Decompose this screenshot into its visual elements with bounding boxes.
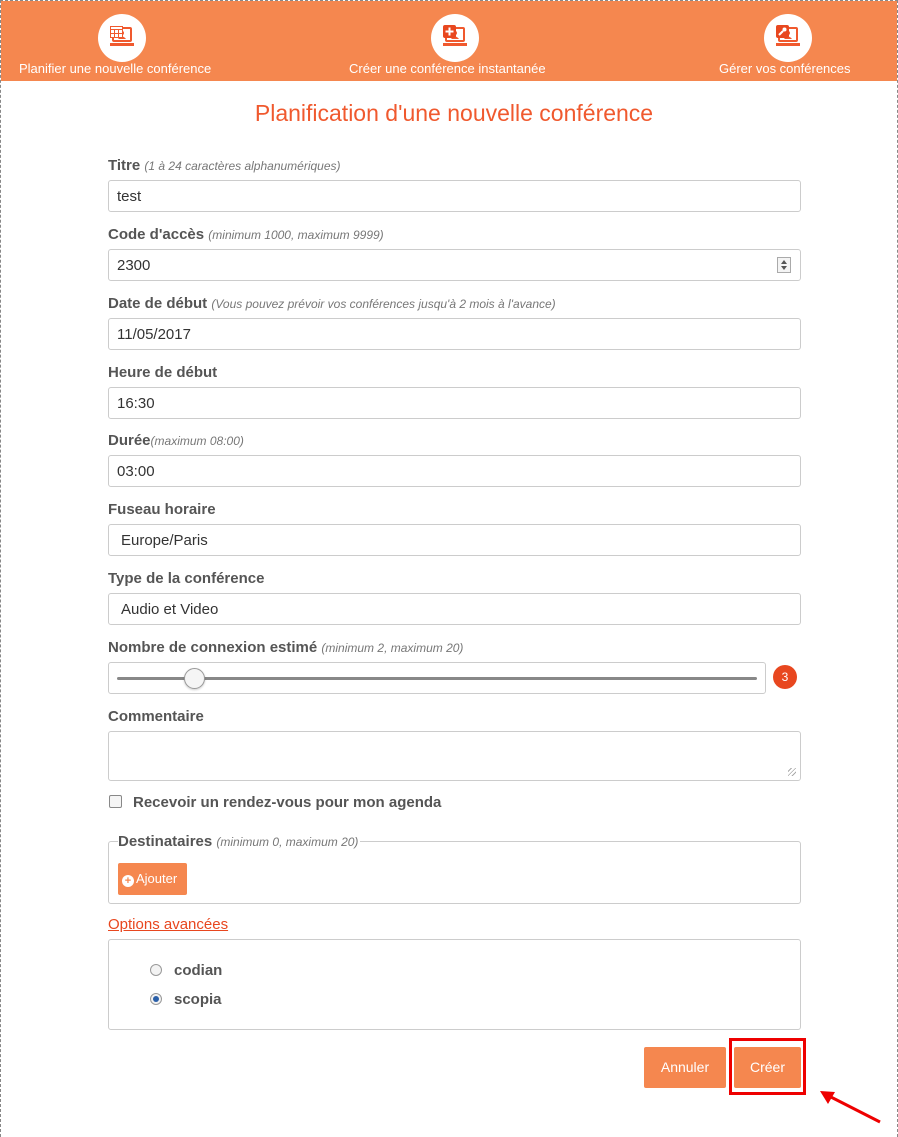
nav-instant-conference[interactable] — [347, 1, 561, 81]
add-recipient-button[interactable] — [118, 863, 187, 895]
page-title: Planification d'une nouvelle conférence — [254, 100, 654, 126]
top-nav-bar — [1, 1, 897, 81]
radio-codian-label[interactable]: codian — [174, 962, 223, 979]
start-date-label-text: Date de début — [108, 295, 208, 312]
calendar-checkbox[interactable] — [109, 795, 122, 808]
start-time-label-text: Heure de début — [108, 364, 218, 381]
duration-hint: (maximum 08:00) — [150, 434, 244, 448]
connections-label — [108, 639, 463, 656]
nav-plan-conference[interactable] — [17, 1, 227, 81]
comment-label-text: Commentaire — [108, 708, 204, 725]
recipients-label-text: Destinataires — [118, 833, 213, 850]
duration-label-text: Durée — [108, 432, 151, 449]
conf-type-label — [108, 570, 264, 587]
recipients-hint: (minimum 0, maximum 20) — [216, 835, 359, 849]
cancel-button[interactable]: Annuler — [644, 1047, 726, 1088]
comment-textarea[interactable] — [108, 731, 801, 781]
laptop-calendar-icon — [98, 14, 146, 62]
comment-label — [108, 708, 204, 725]
title-label-text: Titre — [108, 157, 141, 174]
start-date-input[interactable]: 11/05/2017 — [108, 318, 801, 350]
title-label — [108, 157, 341, 174]
nav-manage-label: Gérer vos conférences — [719, 61, 851, 76]
start-date-label — [108, 295, 556, 312]
conf-type-select[interactable]: Audio et Video — [108, 593, 801, 625]
conf-type-label-text: Type de la conférence — [108, 570, 265, 587]
title-input[interactable]: test — [108, 180, 801, 212]
start-date-hint: (Vous pouvez prévoir vos conférences jusqu'à 2 mois à l'avance) — [211, 297, 556, 311]
radio-scopia[interactable] — [150, 993, 162, 1005]
radio-scopia-label[interactable]: scopia — [174, 991, 222, 1008]
start-time-input[interactable]: 16:30 — [108, 387, 801, 419]
create-button[interactable]: Créer — [734, 1047, 801, 1088]
add-recipient-label: Ajouter — [136, 871, 178, 886]
calendar-checkbox-label[interactable]: Recevoir un rendez-vous pour mon agenda — [133, 794, 442, 811]
resize-grip-icon[interactable] — [788, 768, 796, 776]
create-button-highlight — [729, 1038, 806, 1095]
slider-handle[interactable] — [184, 668, 205, 689]
advanced-options-link[interactable]: Options avancées — [108, 916, 229, 933]
title-hint: (1 à 24 caractères alphanumériques) — [144, 159, 341, 173]
nav-plan-label: Planifier une nouvelle conférence — [19, 61, 212, 76]
timezone-label-text: Fuseau horaire — [108, 501, 216, 518]
connections-value-badge: 3 — [773, 665, 797, 689]
plus-circle-icon: + — [122, 875, 134, 887]
pointer-arrow-icon — [817, 1086, 883, 1126]
connections-slider[interactable] — [108, 662, 766, 694]
radio-codian[interactable] — [150, 964, 162, 976]
duration-input[interactable]: 03:00 — [108, 455, 801, 487]
laptop-wrench-icon — [764, 14, 812, 62]
laptop-plus-icon — [431, 14, 479, 62]
timezone-select[interactable]: Europe/Paris — [108, 524, 801, 556]
duration-label — [108, 432, 244, 449]
access-code-label — [108, 226, 384, 243]
start-time-label — [108, 364, 217, 381]
nav-instant-label: Créer une conférence instantanée — [349, 61, 546, 76]
recipients-fieldset — [108, 841, 801, 904]
slider-track — [117, 677, 757, 680]
connections-hint: (minimum 2, maximum 20) — [321, 641, 464, 655]
access-code-label-text: Code d'accès — [108, 226, 205, 243]
access-code-input[interactable] — [108, 249, 801, 281]
timezone-label — [108, 501, 216, 518]
recipients-legend — [118, 833, 360, 850]
access-code-value: 2300 — [117, 257, 151, 274]
access-code-hint: (minimum 1000, maximum 9999) — [208, 228, 384, 242]
nav-manage-conferences[interactable] — [717, 1, 861, 81]
access-code-spinner[interactable] — [777, 257, 791, 273]
advanced-options-box — [108, 939, 801, 1030]
connections-label-text: Nombre de connexion estimé — [108, 639, 318, 656]
